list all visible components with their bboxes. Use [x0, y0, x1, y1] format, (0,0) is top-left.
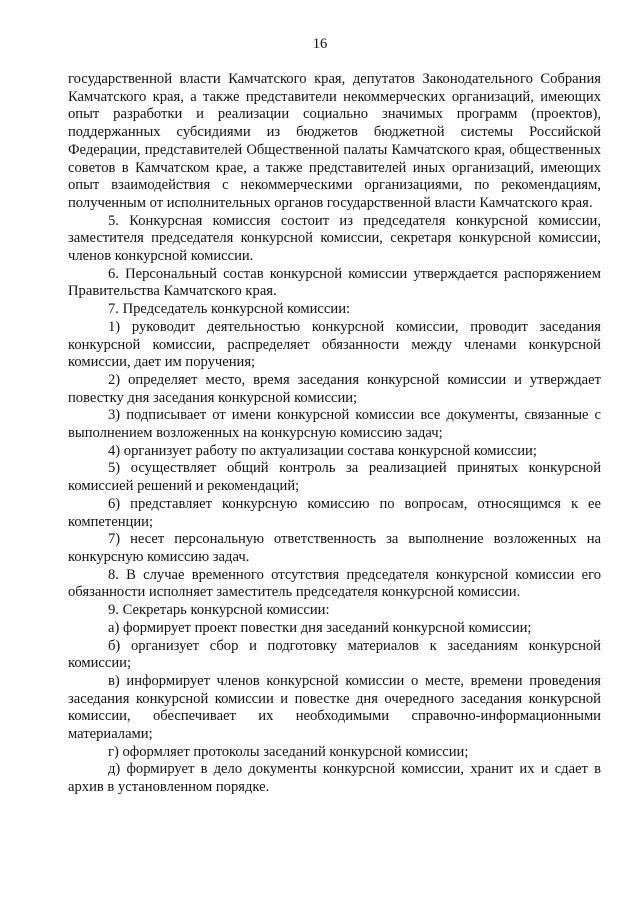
paragraph-item-5: 5. Конкурсная комиссия состоит из председателя конкурсной комиссии, заместителя председателя конкурсной комиссии, секретаря конкурсной комиссии, членов конкурсной комиссии. — [68, 212, 601, 265]
document-body — [68, 71, 601, 797]
paragraph-item-9: 9. Секретарь конкурсной комиссии: — [108, 602, 330, 619]
paragraph-subitem-7-7: 7) несет персональную ответственность за выполнение возложенных на конкурсную комиссию задач. — [68, 531, 601, 565]
paragraph-subitem-9-b: б) организует сбор и подготовку материалов к заседаниям конкурсной комиссии; — [68, 637, 601, 672]
paragraph-item-8: 8. В случае временного отсутствия председателя конкурсной комиссии его обязанности исполняет заместитель председателя конкурсной комиссии. — [68, 566, 601, 601]
paragraph-subitem-7-2: 2) определяет место, время заседания конкурсной комиссии и утверждает повестку дня заседания конкурсной комиссии; — [68, 371, 601, 406]
paragraph-subitem-9-g: г) оформляет протоколы заседаний конкурсной комиссии; — [108, 743, 469, 760]
paragraph-subitem-7-3: 3) подписывает от имени конкурсной комиссии все документы, связанные с выполнением возложенных на конкурсную комиссию задач; — [68, 407, 601, 442]
paragraph-subitem-7-5: 5) осуществляет общий контроль за реализацией принятых конкурсной комиссией решений и рекомендаций; — [68, 460, 601, 495]
paragraph-subitem-9-v: в) информирует членов конкурсной комиссии о месте, времени проведения заседания конкурсной комиссии и повестке дня очередного заседания конкурсной комиссии, обеспечивает их необходимыми справочно-информационными материалами; — [68, 672, 601, 743]
page-number: 16 — [312, 36, 328, 52]
paragraph-subitem-7-6: 6) представляет конкурсную комиссию по вопросам, относящимся к ее компетенции; — [68, 495, 601, 530]
paragraph-subitem-9-a: а) формирует проект повестки дня заседаний конкурсной комиссии; — [108, 619, 532, 636]
paragraph-subitem-7-4: 4) организует работу по актуализации состава конкурсной комиссии; — [108, 442, 537, 459]
paragraph-subitem-9-d: д) формирует в дело документы конкурсной комиссии, хранит их и сдает в архив в установленном порядке. — [68, 761, 601, 796]
paragraph-continuation: государственной власти Камчатского края, депутатов Законодательного Собрания Камчатского края, а также представители некоммерческих организаций, имеющих опыт разработки и реализации социально значимых программ (проектов), поддержанных субсидиями из бюджетов бюджетной системы Российской Федерации, представителей Общественной палаты Камчатского края, общественных советов в Камчатском крае, а также представителей иных организаций, имеющих опыт взаимодействия с некоммерческими организациями, по рекомендациям, полученным от исполнительных органов государственной власти Камчатского края. — [68, 71, 601, 211]
paragraph-subitem-7-1: 1) руководит деятельностью конкурсной комиссии, проводит заседания конкурсной комиссии, распределяет обязанности между членами конкурсной комиссии, дает им поручения; — [68, 318, 601, 371]
paragraph-item-6: 6. Персональный состав конкурсной комиссии утверждается распоряжением Правительства Камчатского края. — [68, 265, 601, 300]
paragraph-item-7: 7. Председатель конкурсной комиссии: — [108, 301, 351, 318]
